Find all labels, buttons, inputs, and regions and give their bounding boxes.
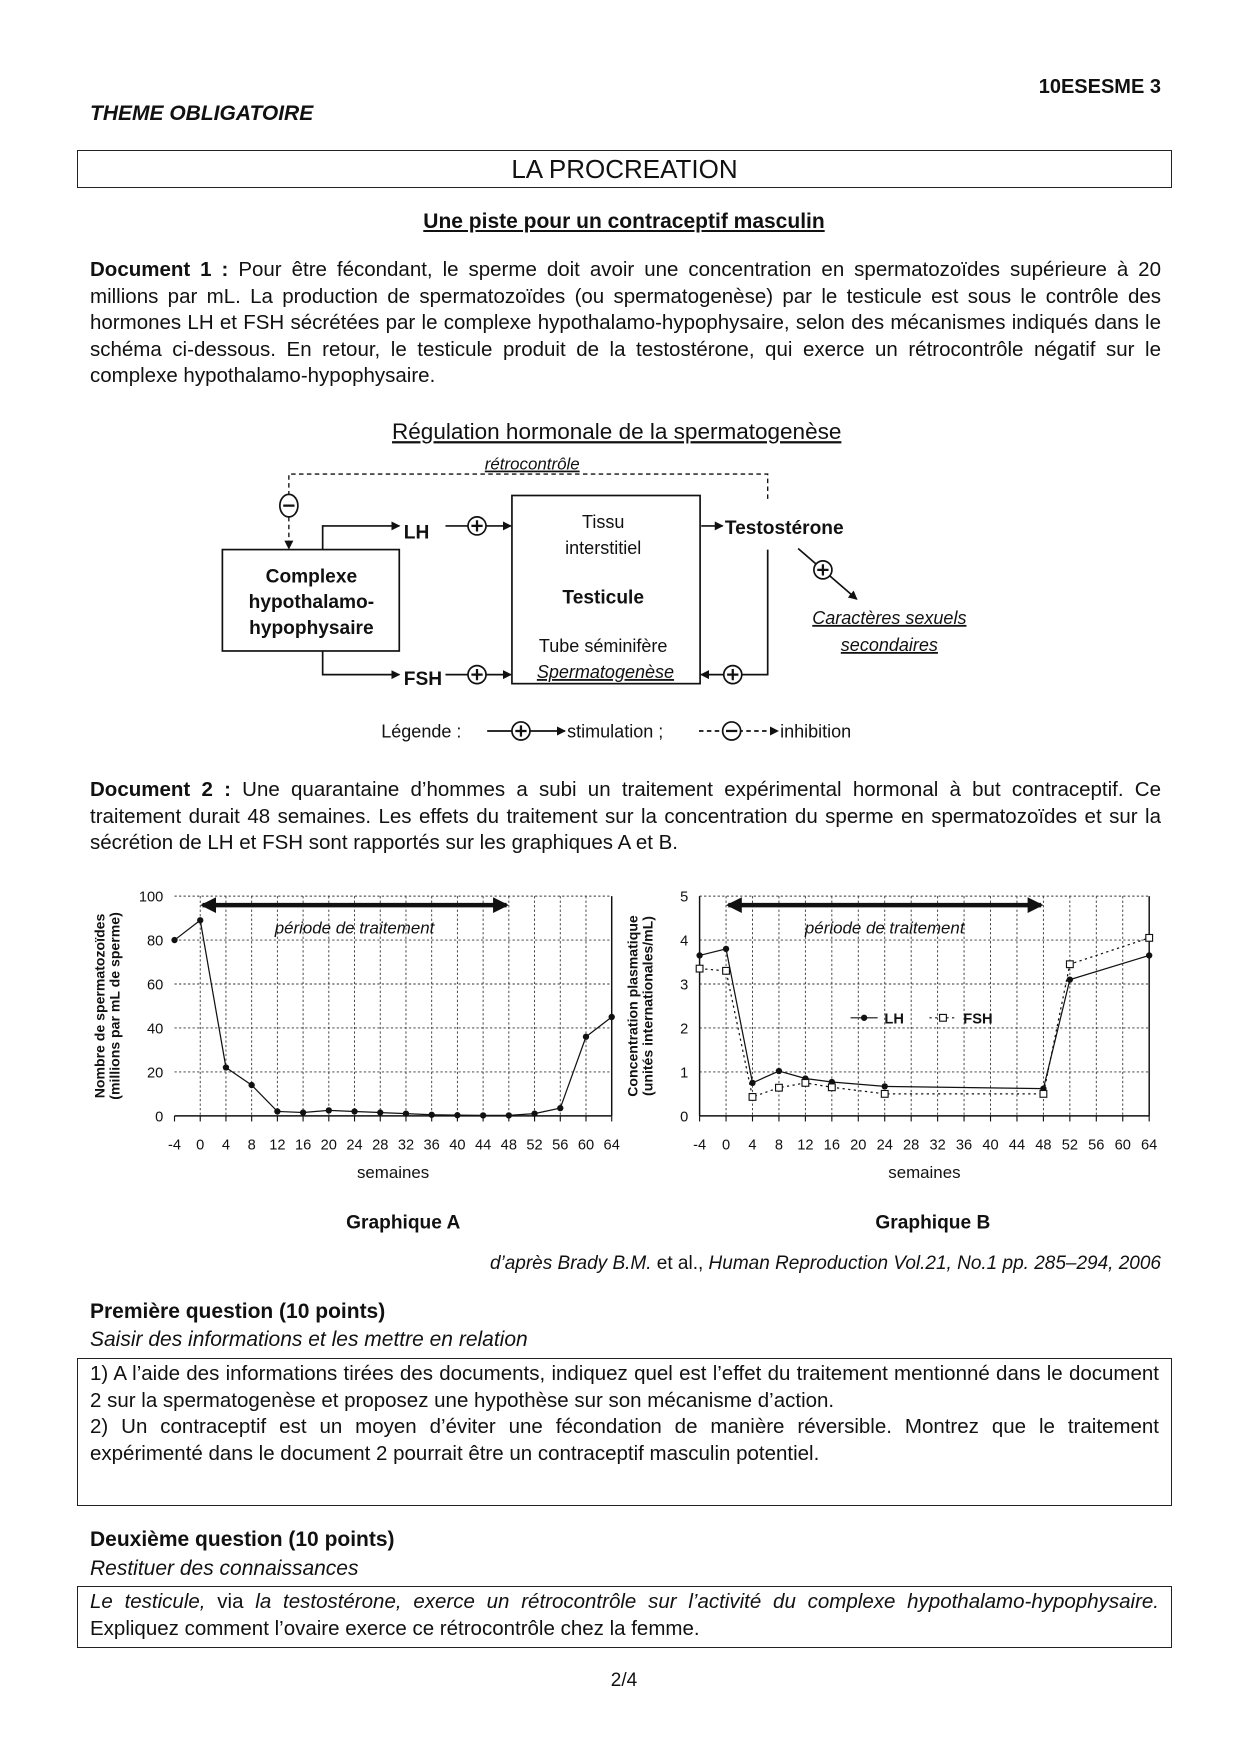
legend-label: Légende : [381,721,462,742]
plus-icon [512,722,530,740]
graph-a [92,890,620,1234]
lh-label: LH [403,522,430,544]
treatment-period-label: période de traitement [274,918,435,938]
x-axis-label: semaines [888,1162,961,1182]
citation-etal: et al., [651,1253,704,1274]
x-tick-label: 44 [474,1137,492,1154]
x-axis-label: semaines [356,1162,430,1182]
x-tick-label: 4 [221,1137,231,1154]
x-tick-label: 32 [397,1137,415,1154]
x-tick-label: 40 [449,1137,466,1154]
data-point-spermatozoïdes [274,1108,280,1114]
x-tick-label: 52 [1061,1137,1078,1154]
y-axis-label: Nombre de spermatozoïdes [91,913,108,1099]
graph-title: Graphique B [875,1212,991,1234]
legend-inhibition: inhibition [780,721,852,742]
legend-marker-FSH [940,1014,947,1021]
subtitle: Une piste pour un contraceptif masculin [423,210,825,233]
data-point-spermatozoïdes [557,1105,563,1111]
x-tick-label: 56 [1088,1137,1105,1154]
feedback-label: rétrocontrôle [484,454,580,474]
graph-b [625,890,1158,1234]
legend-label-LH: LH [884,1011,904,1028]
data-point-spermatozoïdes [583,1034,589,1040]
data-point-spermatozoïdes [609,1014,615,1020]
data-point-spermatozoïdes [171,937,177,943]
data-point-LH [776,1068,782,1074]
y-tick-label: 60 [146,977,164,994]
data-point-spermatozoïdes [454,1112,460,1118]
y-tick-label: 0 [155,1109,164,1126]
testosterone-feedback-line [742,550,768,675]
data-point-spermatozoïdes [351,1108,357,1114]
regulation-diagram [203,411,967,749]
data-point-spermatozoïdes [326,1107,332,1113]
y-tick-label: 20 [146,1065,164,1082]
data-point-FSH [881,1090,888,1097]
data-point-spermatozoïdes [223,1064,229,1070]
x-tick-label: 20 [850,1137,867,1154]
fsh-label: FSH [403,668,443,690]
charts-area [90,879,1183,1240]
question2-t2: via [205,1590,256,1613]
question2-box [77,1586,1172,1648]
question1-subtitle: Saisir des informations et les mettre en relation [90,1328,528,1351]
citation-source: Human Reproduction Vol.21, No.1 pp. 285–294, 2006 [703,1253,1161,1274]
testis-line1: Tissu [582,512,625,533]
data-point-LH [1067,976,1073,982]
legend-label-FSH: FSH [963,1011,993,1028]
y-tick-label: 40 [146,1021,164,1038]
secondary-line2: secondaires [840,634,938,655]
question2-t1: Le testicule, [90,1590,206,1613]
page-number: 2/4 [610,1670,638,1691]
y-tick-label: 2 [680,1021,689,1038]
document1-body: Pour être fécondant, le sperme doit avoir une concentration en spermatozoïdes supérieure à 20 millions par mL. La production de spermatozoïdes (ou spermatogenèse) par le testicule est sous le contrôle des hormones LH et FSH sécrétées par le complexe hypothalamo-hypophysaire, selon des mécanismes indiqués dans le schéma ci-dessous. En retour, le testicule produit de la testostérone, qui exerce un rétrocontrôle négatif sur le complexe hypothalamo-hypophysaire. [90,258,1161,388]
x-tick-label: -4 [168,1137,182,1154]
x-tick-label: 48 [1035,1137,1052,1154]
data-point-LH [749,1080,755,1086]
x-tick-label: 36 [955,1137,973,1154]
secondary-line1: Caractères sexuels [812,607,967,628]
question2-heading: Deuxième question (10 points) [90,1528,395,1551]
x-tick-label: 24 [346,1137,363,1154]
y-tick-label: 0 [680,1109,689,1126]
series-line-LH [700,949,1150,1089]
treatment-period-label: période de traitement [804,918,965,938]
x-tick-label: 32 [929,1137,946,1154]
y-tick-label: 5 [680,889,689,906]
data-point-FSH [802,1080,809,1087]
plus-icon [468,517,486,535]
x-tick-label: 44 [1008,1137,1026,1154]
x-tick-label: 60 [577,1137,595,1154]
x-tick-label: 64 [603,1137,620,1154]
fsh-arrow [323,651,400,675]
question2-subtitle: Restituer des connaissances [90,1557,359,1580]
page-title-box [77,150,1172,188]
x-tick-label: 16 [823,1137,840,1154]
x-tick-label: 28 [903,1137,920,1154]
data-point-spermatozoïdes [531,1110,537,1116]
x-tick-label: 8 [774,1137,784,1154]
minus-icon [723,722,741,740]
x-tick-label: 24 [876,1137,893,1154]
legend-stimulation: stimulation ; [567,721,664,742]
x-tick-label: 60 [1114,1137,1131,1154]
y-axis-label: Concentration plasmatique [624,915,641,1097]
data-point-FSH [723,967,730,974]
y-tick-label: 80 [146,933,164,950]
data-point-FSH [696,965,703,972]
y-tick-label: 1 [680,1065,689,1082]
data-point-FSH [1146,934,1153,941]
testis-line3: Tube séminifère [538,636,668,657]
question1-box [77,1358,1172,1506]
x-tick-label: 0 [721,1137,731,1154]
x-tick-label: 12 [269,1137,286,1154]
plus-icon [724,666,742,684]
data-point-FSH [828,1084,835,1091]
data-point-LH [696,952,702,958]
x-tick-label: 16 [294,1137,312,1154]
testis-line4: Spermatogenèse [536,662,675,683]
data-point-spermatozoïdes [403,1110,409,1116]
data-point-LH [1146,952,1152,958]
data-point-FSH [1040,1090,1047,1097]
complex-line3: hypophysaire [249,618,374,640]
document2-body: Une quarantaine d’hommes a subi un traitement expérimental hormonal à but contraceptif. Ce traitement durait 48 semaines. Les effets du traitement sur la concentration du sperme en spermatozoïdes et sur la sécrétion de LH et FSH sont rapportés sur les graphiques A et B. [90,778,1161,855]
question2-t3: la testostérone, exerce un rétrocontrôle sur l’activité du complexe hypothalamo-hypophysaire. [255,1590,1159,1613]
y-axis-label: (unités internationales/mL) [639,916,656,1096]
minus-icon [280,494,298,517]
document1-text [90,257,1161,390]
x-tick-label: 56 [552,1137,569,1154]
data-point-spermatozoïdes [197,917,203,923]
complex-line1: Complexe [265,566,358,588]
testosterone-label: Testostérone [724,517,844,539]
x-tick-label: 36 [423,1137,440,1154]
data-point-spermatozoïdes [480,1112,486,1118]
x-tick-label: 0 [196,1137,205,1154]
y-tick-label: 100 [138,889,164,906]
x-tick-label: 28 [372,1137,389,1154]
lh-arrow [323,526,400,550]
document-code: 10ESESME 3 [1038,76,1161,98]
series-line-spermatozoïdes [175,920,612,1115]
question1-item1: 1) A l’aide des informations tirées des documents, indiquez quel est l’effet du traitement mentionné dans le document 2 sur la spermatogenèse et proposez une hypothèse sur son mécanisme d’action. [90,1362,1159,1412]
data-point-FSH [749,1094,756,1101]
x-tick-label: 12 [797,1137,814,1154]
data-point-spermatozoïdes [429,1112,435,1118]
question2-t4: Expliquez comment l’ovaire exerce ce rétrocontrôle chez la femme. [90,1616,700,1640]
x-tick-label: -4 [693,1137,707,1154]
data-point-spermatozoïdes [377,1109,383,1115]
complex-line2: hypothalamo- [248,592,375,614]
data-point-LH [723,946,729,952]
x-tick-label: 64 [1141,1137,1158,1154]
theme-label: THEME OBLIGATOIRE [90,102,314,125]
data-point-FSH [1066,961,1073,968]
data-point-spermatozoïdes [249,1082,255,1088]
x-tick-label: 8 [247,1137,256,1154]
y-tick-label: 3 [680,977,689,994]
x-tick-label: 52 [526,1137,543,1154]
plus-icon [814,561,832,579]
x-tick-label: 20 [320,1137,337,1154]
document2-text [90,777,1161,857]
x-tick-label: 48 [500,1137,517,1154]
plus-icon [468,666,486,684]
legend-marker-LH [861,1015,867,1021]
testis-name: Testicule [562,587,644,609]
document1-label: Document 1 : [90,258,229,281]
data-point-spermatozoïdes [506,1112,512,1118]
document2-label: Document 2 : [90,778,231,801]
page-title: LA PROCREATION [511,154,738,184]
citation [490,1253,1161,1275]
diagram-title: Régulation hormonale de la spermatogenèse [392,419,842,445]
graph-title: Graphique A [346,1212,461,1234]
series-line-FSH [700,938,1150,1097]
data-point-spermatozoïdes [300,1109,306,1115]
citation-authors: d’après Brady B.M. [489,1253,652,1274]
y-tick-label: 4 [680,933,689,950]
question1-heading: Première question (10 points) [90,1300,386,1323]
x-tick-label: 4 [748,1137,757,1154]
question1-item2: 2) Un contraceptif est un moyen d’éviter une fécondation de manière réversible. Montrez que le traitement expérimenté dans le document 2 pourrait être un contraceptif masculin potentiel. [90,1415,1159,1465]
data-point-FSH [776,1084,783,1091]
data-point-LH [882,1083,888,1089]
y-axis-label: (millions par mL de sperme) [106,912,123,1100]
testis-line2: interstitiel [565,538,642,559]
x-tick-label: 40 [982,1137,999,1154]
